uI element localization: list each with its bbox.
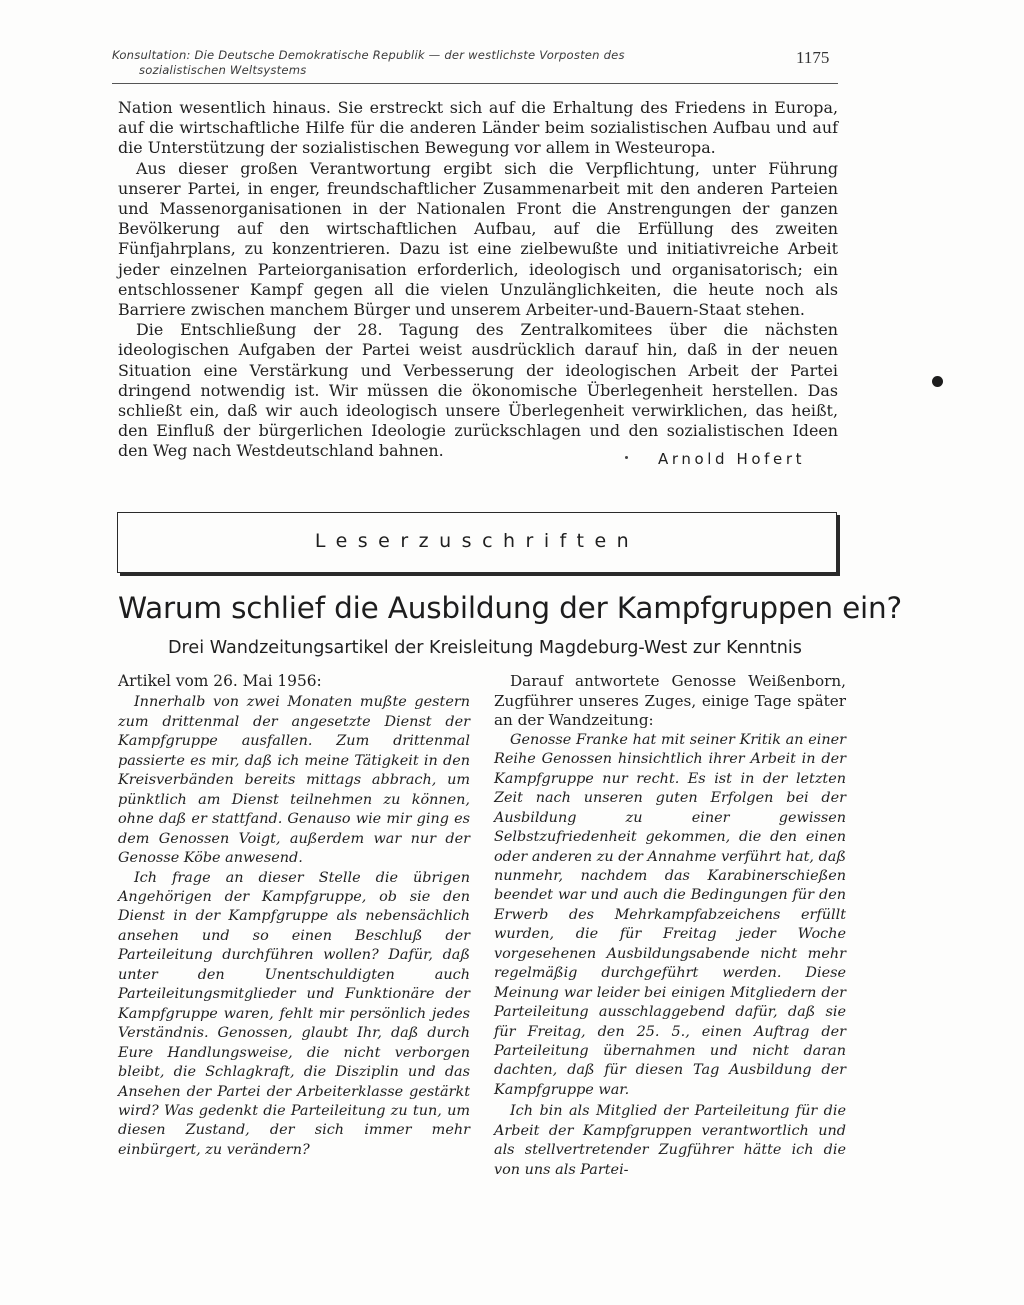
letters-subheadline: Drei Wandzeitungsartikel der Kreisleitung Magdeburg-West zur Kenntnis: [168, 638, 802, 658]
section-title: Leserzuschriften: [314, 530, 640, 552]
page-number: 1175: [796, 48, 830, 67]
letters-headline: Warum schlief die Ausbildung der Kampfgruppen ein?: [118, 591, 902, 625]
stray-mark: [625, 456, 628, 459]
right-column: [494, 672, 846, 1180]
running-head-line-1: Konsultation: Die Deutsche Demokratische Republik — der westlichste Vorposten des: [112, 48, 625, 62]
reply-paragraph: Ich bin als Mitglied der Parteileitung für die Arbeit der Kampfgruppen verantwortlich und als stellvertretender Zugführer hätte ich die von uns als Partei-: [494, 1103, 846, 1178]
article-dateline: Artikel vom 26. Mai 1956:: [118, 672, 322, 690]
article-paragraph: Die Entschließung der 28. Tagung des Zentralkomitees über die nächsten ideologischen Aufgaben der Partei weist ausdrücklich darauf hin, daß in der neuen Situation eine Verstärkung und Verbesserung der ideologischen Arbeit der Partei dringend notwendig ist. Wir müssen die ökonomische Überlegenheit herstellen. Das schließt ein, daß wir auch ideologisch unsere Überlegenheit verwirklichen, das heißt, den Einfluß der bürgerlichen Ideologie zurückschlagen und den sozialistischen Ideen den Weg nach Westdeutschland bahnen.: [118, 320, 838, 461]
reply-intro: Darauf antwortete Genosse Weißenborn, Zugführer unseres Zuges, einige Tage später an der Wandzeitung:: [494, 672, 846, 730]
article-paragraph: Nation wesentlich hinaus. Sie erstreckt sich auf die Erhaltung des Friedens in Europa, auf die wirtschaftliche Hilfe für die anderen Länder beim sozialistischen Aufbau und auf die Unterstützung der sozialistischen Bewegung vor allem in Westeuropa.: [118, 98, 838, 158]
letter-paragraph: Innerhalb von zwei Monaten mußte gestern zum drittenmal der angesetzte Dienst der Kampfgruppe ausfallen. Zum drittenmal passierte es mir, daß ich meine Tätigkeit in den Kreisverbänden bereits mittags abbrach, um pünktlich am Dienst teilnehmen zu können, ohne daß er stattfand. Genauso wie mir ging es dem Genossen Voigt, außerdem war nur der Genosse Köbe anwesend.: [118, 694, 470, 867]
header-divider: [112, 83, 838, 84]
left-column: [118, 672, 470, 1160]
margin-dot-mark: [932, 376, 943, 387]
author-signature: Arnold Hofert: [658, 450, 806, 468]
article-paragraph: Aus dieser großen Verantwortung ergibt sich die Verpflichtung, unter Führung unserer Partei, in enger, freundschaftlicher Zusammenarbeit mit den anderen Parteien und Massenorganisationen in der Nationalen Front die Anstrengungen der ganzen Bevölkerung auf den wirtschaftlichen Aufbau, auf die Erfüllung des zweiten Fünfjahrplans, zu konzentrieren. Dazu ist eine zielbewußte und initiativreiche Arbeit jeder einzelnen Parteiorganisation erforderlich, ideologisch und organisatorisch; ein entschlossener Kampf gegen all die vielen Unzulänglichkeiten, die heute noch als Barriere zwischen manchem Bürger und unserem Arbeiter-und-Bauern-Staat stehen.: [118, 158, 838, 320]
running-head: [112, 48, 712, 78]
running-head-line-2: sozialistischen Weltsystems: [139, 63, 307, 77]
letter-paragraph: Ich frage an dieser Stelle die übrigen Angehörigen der Kampfgruppe, ob sie den Dienst in der Kampfgruppe als nebensächlich ansehen und so einen Beschluß der Parteileitung durchführen wollen? Dafür, daß unter den Unentschuldigten auch Parteileitungsmitglieder und Funktionäre der Kampfgruppe waren, fehlt mir persönlich jedes Verständnis. Genossen, glaubt Ihr, daß durch Eure Handlungsweise, die nicht verborgen bleibt, die Schlagkraft, die Disziplin und das Ansehen der Partei der Arbeiterklasse gestärkt wird? Was gedenkt die Parteileitung zu tun, um diesen Zustand, der sich immer mehr einbürgert, zu verändern?: [118, 869, 470, 1158]
section-header-box: [117, 512, 837, 573]
article-continuation: [118, 98, 838, 462]
reply-paragraph: Genosse Franke hat mit seiner Kritik an einer Reihe Genossen hinsichtlich ihrer Arbeit in der Kampfgruppe nur recht. Es ist in der letzten Zeit nach unseren guten Erfolgen bei der Ausbildung zu einer gewissen Selbstzufriedenheit gekommen, die den einen oder anderen zu der Annahme verführt hat, daß nunmehr, nachdem das Karabinerschießen beendet war und auch die Bedingungen für den Erwerb des Mehrkampfabzeichens erfüllt wurden, die für Freitag jeder Woche vorgesehenen Ausbildungsabende nicht mehr regelmäßig durchgeführt werden. Diese Meinung war leider bei einigen Mitgliedern der Parteileitung ausschlaggebend dafür, daß sie für Freitag, den 25. 5., einen Auftrag der Parteileitung übernahmen und nicht daran dachten, daß für diesen Tag Ausbildung der Kampfgruppe war.: [494, 731, 846, 1098]
